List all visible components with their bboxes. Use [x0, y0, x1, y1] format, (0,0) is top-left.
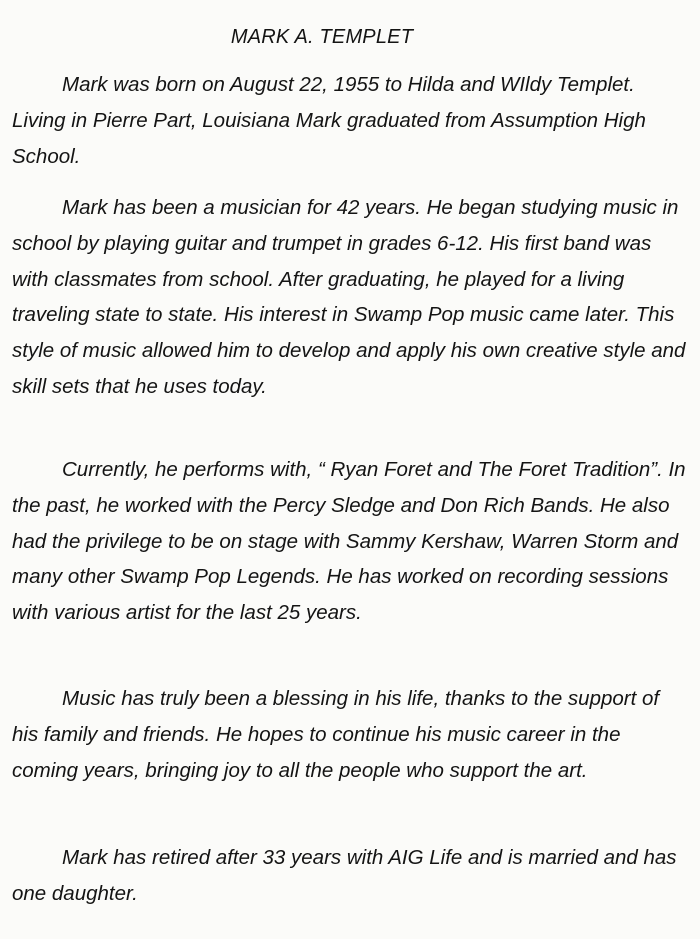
- paragraph-blessing: Music has truly been a blessing in his life, thanks to the support of his family and friends. He hopes to continue his music career in the coming years, bringing joy to all the people who support the art.: [12, 687, 660, 782]
- paragraph-musician: Mark has been a musician for 42 years. He began studying music in school by playing guitar and trumpet in grades 6-12. His first band was with classmates from school. After graduating, he played for a living traveling state to state. His interest in Swamp Pop music came later. This style of music allowed him to develop and apply his own creative style and skill sets that he uses today.: [12, 196, 686, 398]
- paragraph-birth: Mark was born on August 22, 1955 to Hilda and WIldy Templet. Living in Pierre Part, Louisiana Mark graduated from Assumption High School.: [12, 73, 646, 168]
- paragraph-current-work: Currently, he performs with, “ Ryan Foret and The Foret Tradition”. In the past, he worked with the Percy Sledge and Don Rich Bands. He also had the privilege to be on stage with Sammy Kershaw, Warren Storm and many other Swamp Pop Legends. He has worked on recording sessions with various artist for the last 25 years.: [12, 458, 686, 625]
- paragraph-retirement: Mark has retired after 33 years with AIG Life and is married and has one daughter.: [12, 846, 677, 905]
- page-title: MARK A. TEMPLET: [230, 26, 414, 48]
